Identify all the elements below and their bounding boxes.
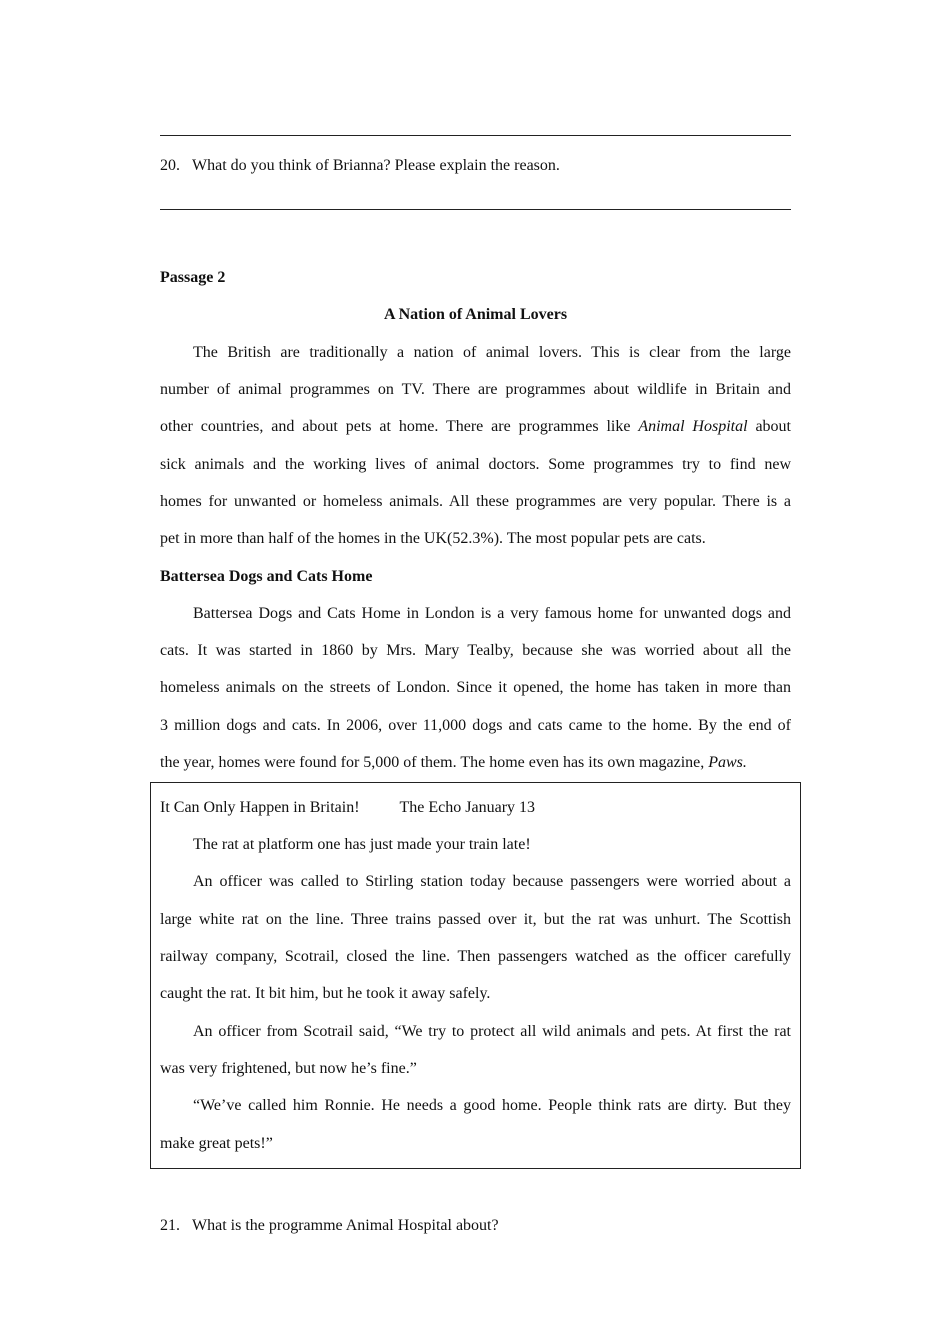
- passage-title: A Nation of Animal Lovers: [383, 306, 568, 323]
- question-21-text: What is the programme Animal Hospital about?: [192, 1217, 499, 1234]
- news-line-5: caught the rat. It bit him, but he took it away safely.: [160, 985, 491, 1002]
- question-20-number: 20.: [160, 157, 180, 174]
- p2-line-5: [160, 753, 791, 773]
- p2-line-3: homeless animals on the streets of London. Since it opened, the home has taken in more than: [160, 679, 791, 696]
- news-line-7: was very frightened, but now he’s fine.”: [160, 1060, 417, 1077]
- p1-line-5: homes for unwanted or homeless animals. All these programmes are very popular. There is a: [160, 493, 791, 510]
- news-headline: It Can Only Happen in Britain!: [160, 799, 360, 816]
- news-line-3: large white rat on the line. Three trains passed over it, but the rat was unhurt. The Scottish: [160, 911, 791, 928]
- news-line-6: An officer from Scotrail said, “We try to protect all wild animals and pets. At first the rat: [193, 1023, 791, 1040]
- p2-line-5-text: the year, homes were found for 5,000 of them. The home even has its own magazine,: [160, 754, 709, 771]
- answer-line-20: [160, 209, 791, 210]
- p2-line-2: cats. It was started in 1860 by Mrs. Mary Tealby, because she was worried about all the: [160, 642, 791, 659]
- p1-line-6: pet in more than half of the homes in the UK(52.3%). The most popular pets are cats.: [160, 530, 706, 547]
- p1-line-3-text: other countries, and about pets at home. There are programmes like: [160, 418, 639, 435]
- news-line-9: make great pets!”: [160, 1135, 273, 1152]
- paws-magazine: Paws.: [708, 754, 747, 771]
- animal-hospital-title: Animal Hospital: [638, 418, 748, 435]
- p1-line-1: The British are traditionally a nation of animal lovers. This is clear from the large: [193, 344, 791, 361]
- subheading: Battersea Dogs and Cats Home: [160, 568, 373, 585]
- p1-line-3-end: about: [747, 418, 791, 435]
- question-21: [160, 1216, 791, 1236]
- news-source: The Echo January 13: [399, 799, 536, 816]
- passage-label: Passage 2: [160, 269, 226, 286]
- question-20: [160, 156, 791, 176]
- p1-line-3: [160, 417, 791, 437]
- news-line-8: “We’ve called him Ronnie. He needs a good home. People think rats are dirty. But they: [193, 1097, 791, 1114]
- p1-line-2: number of animal programmes on TV. There are programmes about wildlife in Britain and: [160, 381, 791, 398]
- answer-line-19: [160, 135, 791, 136]
- question-20-text: What do you think of Brianna? Please explain the reason.: [192, 157, 560, 174]
- p1-line-4: sick animals and the working lives of animal doctors. Some programmes try to find new: [160, 456, 791, 473]
- news-header: [160, 798, 791, 818]
- news-line-1: The rat at platform one has just made your train late!: [193, 836, 531, 853]
- p2-line-1: Battersea Dogs and Cats Home in London is a very famous home for unwanted dogs and: [193, 605, 791, 622]
- news-line-4: railway company, Scotrail, closed the line. Then passengers watched as the officer carefully: [160, 948, 791, 965]
- p2-line-4: 3 million dogs and cats. In 2006, over 11,000 dogs and cats came to the home. By the end of: [160, 717, 791, 734]
- news-line-2: An officer was called to Stirling station today because passengers were worried about a: [193, 873, 791, 890]
- question-21-number: 21.: [160, 1217, 180, 1234]
